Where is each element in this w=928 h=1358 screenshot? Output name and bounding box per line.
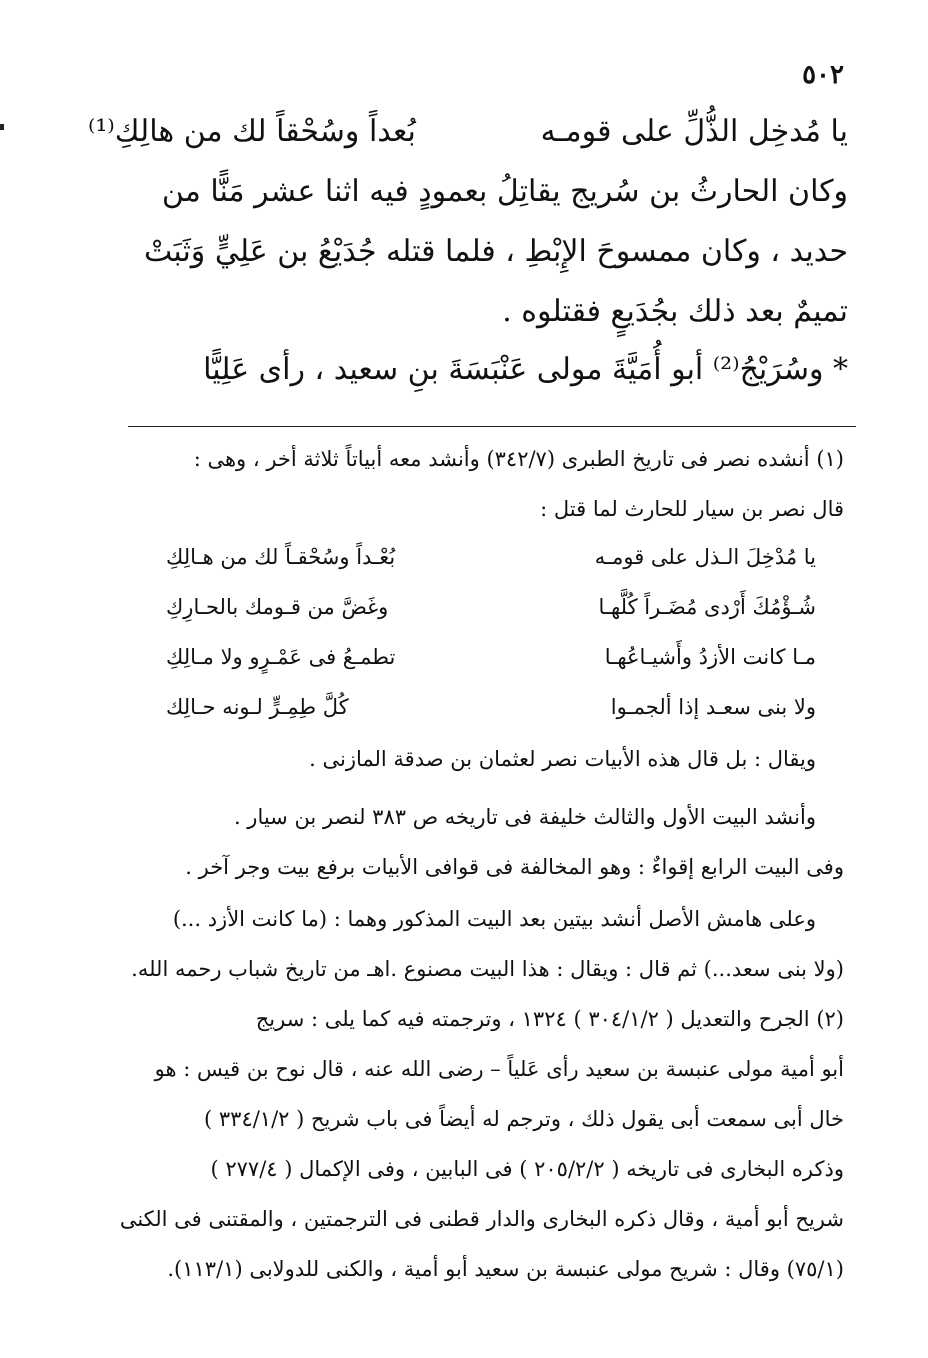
footnote-line: وعلى هامش الأصل أنشد بيتين بعد البيت المذكور وهما : (ما كانت الأزد ...) [172,907,816,931]
footnote-line: (٢) الجرح والتعديل ( ٣٠٤/١/٢ ) ١٣٢٤ ، وترجمته فيه كما يلى : سريج [255,1007,844,1031]
footnote-poem-line [166,592,816,622]
footnote-divider [128,426,856,427]
poem-hemistich-left: تطمـعُ فى عَمْـرٍو ولا مـالِكِ [166,645,396,669]
footnote-line: وفى البيت الرابع إقواءٌ : وهو المخالفة فى قوافى الأبيات برفع بيت وجر آخر . [185,855,844,879]
footnote-line: خال أبى سمعت أبى يقول ذلك ، وترجم له أيضاً فى باب شريح ( ٣٣٤/١/٢ ) [204,1107,844,1131]
poem-hemistich-right: مـا كانت الأزدُ وأَشيـاعُهـا [604,645,816,669]
footnote-poem-line [166,642,816,672]
footnote-line: شريح أبو أمية ، وقال ذكره البخارى والدار قطنى فى الترجمتين ، والمقتنى فى الكنى [119,1207,844,1231]
poem-hemistich-right: ولا بنى سعـد إذا ألجمـوا [610,695,816,719]
footnote-line: قال نصر بن سيار للحارث لما قتل : [540,497,844,521]
poem-hemistich-left: وغَضَّ من قـومك بالحـارِكِ [166,595,389,619]
footnote-line: ويقال : بل قال هذه الأبيات نصر لعثمان بن صدقة المازنى . [309,747,816,771]
main-text-line: وكان الحارثُ بن سُريج يقاتِلُ بعمودٍ فيه اثنا عشر مَنًّا من [161,174,848,209]
verse-hemistich-left: بُعداً وسُحْقاً لك من هالِكِ⁽¹⁾ [88,114,416,149]
poem-hemistich-left: بُعْـداً وسُحْقـاً لك من هـالِكِ [166,545,396,569]
footnote-poem-line [166,542,816,572]
footnote-line: وذكره البخارى فى تاريخه ( ٢٠٥/٢/٢ ) فى البابين ، وفى الإكمال ( ٢٧٧/٤ ) [210,1157,844,1181]
footnote-poem-line [166,692,816,722]
footnote-line: وأنشد البيت الأول والثالث خليفة فى تاريخه ص ٣٨٣ لنصر بن سيار . [233,805,816,829]
verse-hemistich-right: يا مُدخِل الذُّلِّ على قومـه [540,114,848,149]
footnote-line: (ولا بنى سعد...) ثم قال : ويقال : هذا البيت مصنوع .اهـ من تاريخ شباب رحمه الله. [131,957,844,981]
page-number: ٥٠٢ [802,60,844,90]
poem-hemistich-right: يا مُدْخِلَ الـذل على قومـه [594,545,816,569]
main-text-line: * وسُرَيْجُ⁽²⁾ أبو أُمَيَّةَ مولى عَنْبَسَةَ بنِ سعيد ، رأى عَلِيًّا [203,352,848,387]
poem-hemistich-right: شُـؤْمُكَ أَرْدى مُضَـراً كُلَّهـا [598,595,816,619]
footnote-line: (١) أنشده نصر فى تاريخ الطبرى (٣٤٢/٧) وأنشد معه أبياتاً ثلاثة أخر ، وهى : [193,447,844,471]
poem-hemistich-left: كُلَّ طِمِـرٍّ لـونه حـالِك [166,695,349,719]
footnote-line: أبو أمية مولى عنبسة بن سعيد رأى عَلياً – رضى الله عنه ، قال نوح بن قيس : هو [154,1057,844,1081]
main-verse [88,112,848,152]
margin-mark [0,124,4,130]
main-text-line: حديد ، وكان ممسوحَ الإِبْطِ ، فلما قتله جُدَيْعُ بن عَلِيٍّ وَثَبَتْ [143,234,848,269]
main-text-line: تميمٌ بعد ذلك بجُدَيعٍ فقتلوه . [502,294,848,329]
footnote-line: (٧٥/١) وقال : شريح مولى عنبسة بن سعيد أبو أمية ، والكنى للدولابى (١١٣/١). [167,1257,844,1281]
